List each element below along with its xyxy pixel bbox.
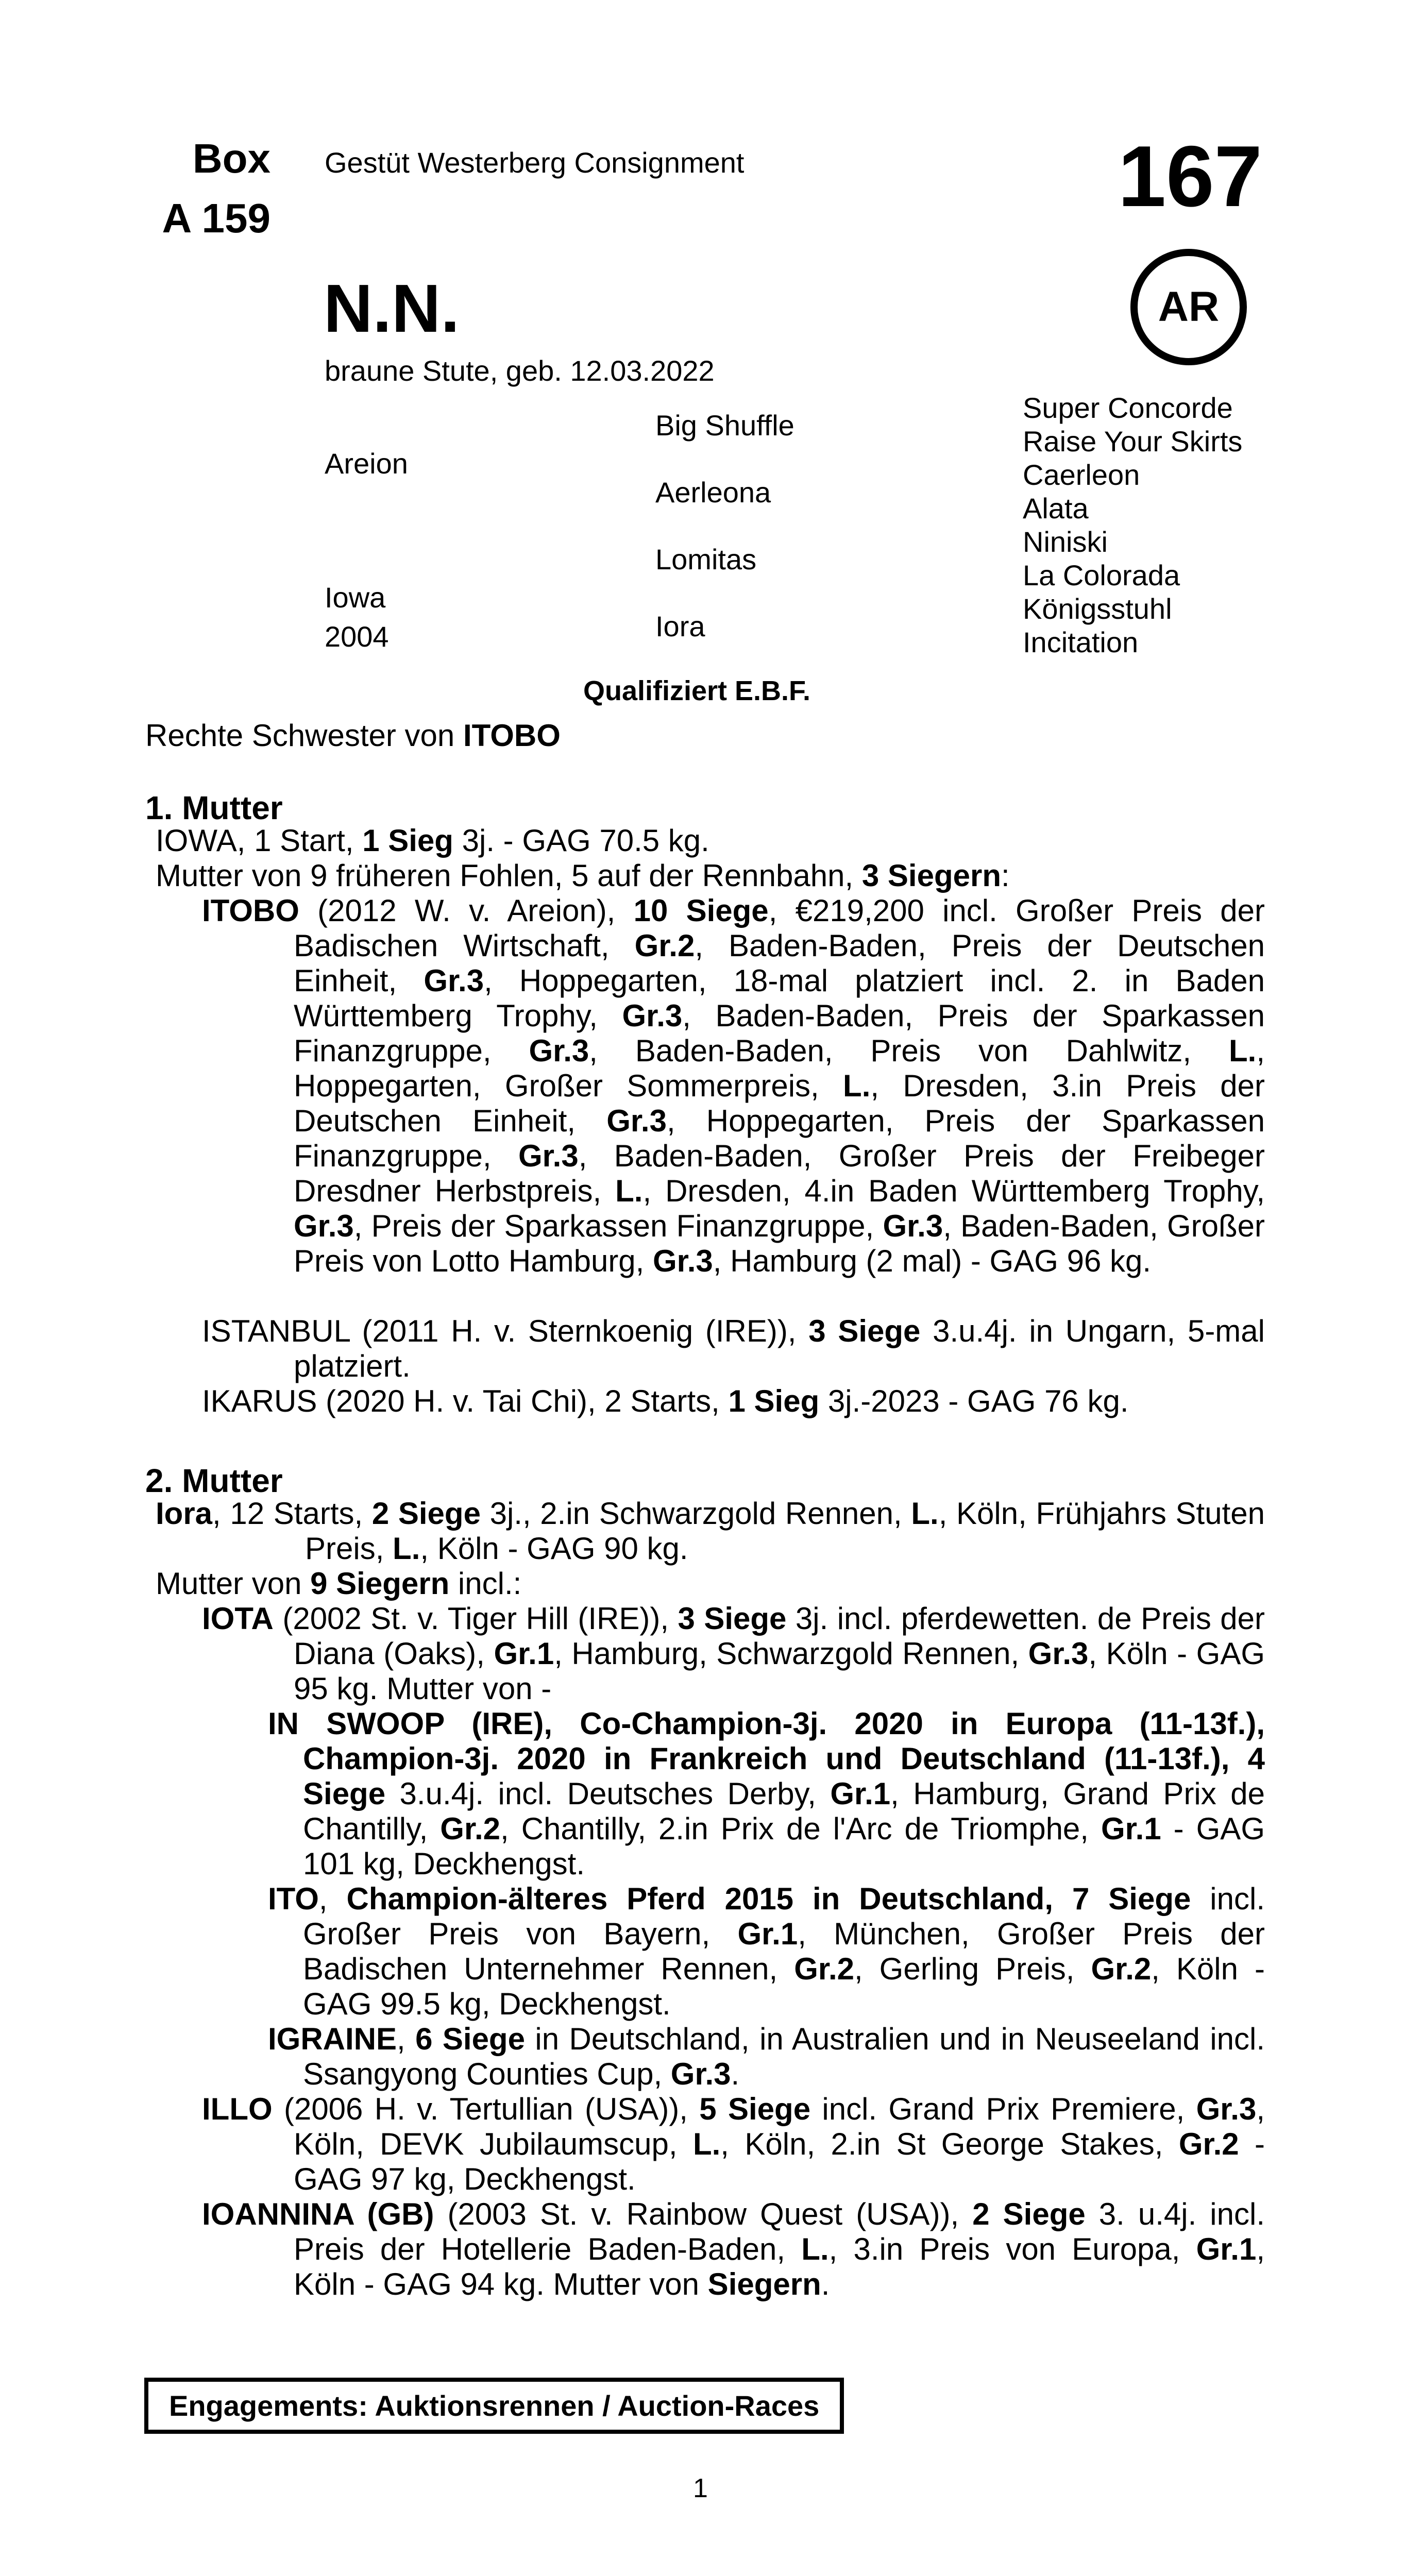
second-dam-produce: Mutter von 9 Siegern incl.: — [156, 1566, 522, 1601]
pedigree-dam-year: 2004 — [325, 620, 389, 653]
second-dam-heading: 2. Mutter — [145, 1462, 283, 1499]
engagements-label: Engagements: Auktionsrennen / Auction-Races — [169, 2389, 820, 2422]
produce-entry-ikarus: IKARUS (2020 H. v. Tai Chi), 2 Starts, 1 Sieg 3j.-2023 - GAG 76 kg. — [202, 1384, 1129, 1418]
produce-entry-in-swoop: IN SWOOP (IRE), Co-Champion-3j. 2020 in Europa (11-13f.), Champion-3j. 2020 in Frankreich und Deutschland (11-13f.), 4 Siege 3.u.4j. incl. Deutsches Derby, Gr.1, Hamburg, Grand Prix de Chantilly, Gr.2, Chantilly, 2.in Prix de l'Arc de Triomphe, Gr.1 - GAG 101 kg, Deckhengst. — [268, 1706, 1265, 1881]
pedigree-grandparent: Big Shuffle — [655, 409, 794, 442]
page-number: 1 — [693, 2473, 708, 2503]
box-label: Box — [192, 135, 270, 181]
horse-name: N.N. — [324, 270, 460, 346]
pedigree-dam: Iowa — [325, 581, 386, 614]
pedigree-great-grandparent: Raise Your Skirts — [1023, 425, 1243, 457]
pedigree-grandparent: Aerleona — [655, 476, 771, 509]
produce-entry-itobo: ITOBO (2012 W. v. Areion), 10 Siege, €219,200 incl. Großer Preis der Badischen Wirtschaft, Gr.2, Baden-Baden, Preis der Deutschen Einheit, Gr.3, Hoppegarten, 18-mal platziert incl. 2. in Baden Württemberg Trophy, Gr.3, Baden-Baden, Preis der Sparkassen Finanzgruppe, Gr.3, Baden-Baden, Preis von Dahlwitz, L., Hoppegarten, Großer Sommerpreis, L., Dresden, 3.in Preis der Deutschen Einheit, Gr.3, Hoppegarten, Preis der Sparkassen Finanzgruppe, Gr.3, Baden-Baden, Großer Preis der Freibeger Dresdner Herbstpreis, L., Dresden, 4.in Baden Württemberg Trophy, Gr.3, Preis der Sparkassen Finanzgruppe, Gr.3, Baden-Baden, Großer Preis von Lotto Hamburg, Gr.3, Hamburg (2 mal) - GAG 96 kg. — [202, 893, 1265, 1278]
sibling-line: Rechte Schwester von ITOBO — [145, 718, 561, 753]
first-dam-heading: 1. Mutter — [145, 789, 283, 826]
produce-entry-ito: ITO, Champion-älteres Pferd 2015 in Deutschland, 7 Siege incl. Großer Preis von Bayern, Gr.1, München, Großer Preis der Badischen Unternehmer Rennen, Gr.2, Gerling Preis, Gr.2, Köln - GAG 99.5 kg, Deckhengst. — [268, 1882, 1265, 2021]
pedigree-great-grandparent: La Colorada — [1023, 559, 1180, 591]
qualification: Qualifiziert E.B.F. — [583, 675, 811, 706]
second-dam-record: Iora, 12 Starts, 2 Siege 3j., 2.in Schwarzgold Rennen, L., Köln, Frühjahrs Stuten Preis, L., Köln - GAG 90 kg. — [156, 1496, 1265, 1566]
horse-description: braune Stute, geb. 12.03.2022 — [325, 354, 715, 387]
produce-entry-illo: ILLO (2006 H. v. Tertullian (USA)), 5 Siege incl. Grand Prix Premiere, Gr.3, Köln, DEVK Jubilaumscup, L., Köln, 2.in St George Stakes, Gr.2 - GAG 97 kg, Deckhengst. — [202, 2092, 1265, 2196]
box-number: A 159 — [162, 195, 270, 241]
sibling-name: ITOBO — [463, 718, 561, 753]
pedigree-great-grandparent: Caerleon — [1023, 459, 1140, 491]
pedigree-great-grandparent: Super Concorde — [1023, 392, 1233, 424]
pedigree-great-grandparent: Niniski — [1023, 526, 1108, 558]
produce-entry-igraine: IGRAINE, 6 Siege in Deutschland, in Australien und in Neuseeland incl. Ssangyong Counties Cup, Gr.3. — [268, 2022, 1265, 2091]
ar-badge-label: AR — [1158, 283, 1220, 330]
pedigree-sire: Areion — [325, 447, 408, 480]
produce-entry-istanbul: ISTANBUL (2011 H. v. Sternkoenig (IRE)), 3 Siege 3.u.4j. in Ungarn, 5-mal platziert. — [202, 1314, 1265, 1383]
consignor: Gestüt Westerberg Consignment — [325, 146, 745, 179]
pedigree-great-grandparent: Incitation — [1023, 626, 1139, 658]
lot-number: 167 — [1118, 128, 1262, 225]
ar-badge-icon — [1130, 249, 1247, 365]
produce-entry-iota: IOTA (2002 St. v. Tiger Hill (IRE)), 3 Siege 3j. incl. pferdewetten. de Preis der Diana (Oaks), Gr.1, Hamburg, Schwarzgold Rennen, Gr.3, Köln - GAG 95 kg. Mutter von - — [202, 1601, 1265, 1706]
pedigree-great-grandparent: Königsstuhl — [1023, 592, 1172, 625]
first-dam-race-record: IOWA, 1 Start, 1 Sieg 3j. - GAG 70.5 kg. — [156, 823, 709, 858]
first-dam-produce: Mutter von 9 früheren Fohlen, 5 auf der Rennbahn, 3 Siegern: — [156, 858, 1010, 893]
produce-entry-ioannina: IOANNINA (GB) (2003 St. v. Rainbow Quest (USA)), 2 Siege 3. u.4j. incl. Preis der Hotellerie Baden-Baden, L., 3.in Preis von Europa, Gr.1, Köln - GAG 94 kg. Mutter von Siegern. — [202, 2197, 1265, 2301]
pedigree-grandparent: Lomitas — [655, 543, 757, 575]
pedigree-great-grandparent: Alata — [1023, 492, 1089, 524]
engagements-box — [144, 2378, 844, 2434]
pedigree-grandparent: Iora — [655, 610, 705, 642]
